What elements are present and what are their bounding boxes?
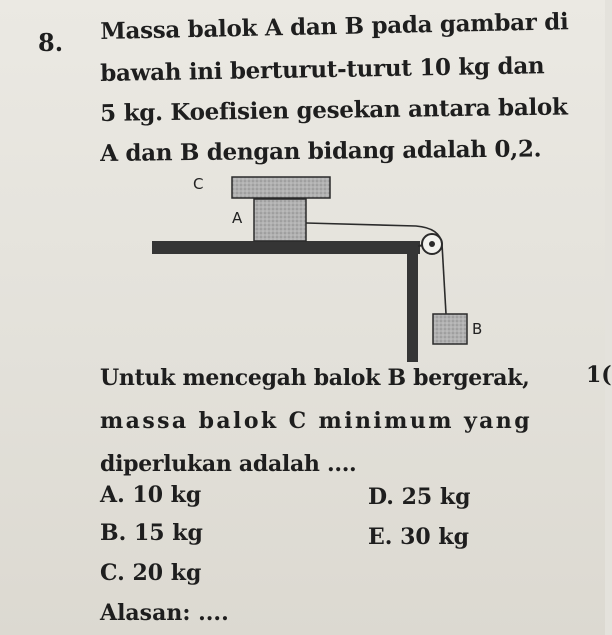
option-d[interactable] [368,484,471,510]
label-b: B [472,320,483,338]
question-stem-line-3: 5 kg. Koefisien gesekan antara balok [100,93,568,127]
option-e-letter: E. [368,524,393,550]
option-b[interactable] [100,520,203,546]
option-a-letter: A. [100,482,125,508]
option-c-text: 20 kg [132,560,202,586]
label-c: C [193,175,204,193]
option-a-text: 10 kg [132,482,202,508]
block-b [433,314,467,344]
option-c[interactable] [100,560,201,586]
option-b-text: 15 kg [133,520,203,546]
block-c [232,177,330,198]
block-a [254,199,306,241]
question-prompt-line-3: diperlukan adalah .... [100,451,357,477]
question-prompt-line-2: massa balok C minimum yang [100,408,532,434]
option-a[interactable] [100,482,201,508]
reason-field[interactable]: Alasan: .... [100,600,229,626]
table-leg [407,254,418,362]
option-b-letter: B. [100,520,127,546]
option-e[interactable] [368,524,469,550]
next-question-number-fragment: 1( [586,362,612,388]
question-prompt-line-1: Untuk mencegah balok B bergerak, [100,365,530,391]
question-stem-line-2: bawah ini berturut-turut 10 kg dan [100,52,545,87]
question-stem-line-4: A dan B dengan bidang adalah 0,2. [100,135,542,167]
option-d-letter: D. [368,484,394,510]
string-vertical [442,244,446,314]
label-a: A [232,209,243,227]
question-number: 8. [38,28,64,57]
option-c-letter: C. [100,560,125,586]
question-stem-line-1: Massa balok A dan B pada gambar di [100,8,569,45]
table-surface [152,241,420,254]
pulley-axle [429,241,435,247]
option-d-text: 25 kg [401,484,471,510]
option-e-text: 30 kg [400,524,470,550]
